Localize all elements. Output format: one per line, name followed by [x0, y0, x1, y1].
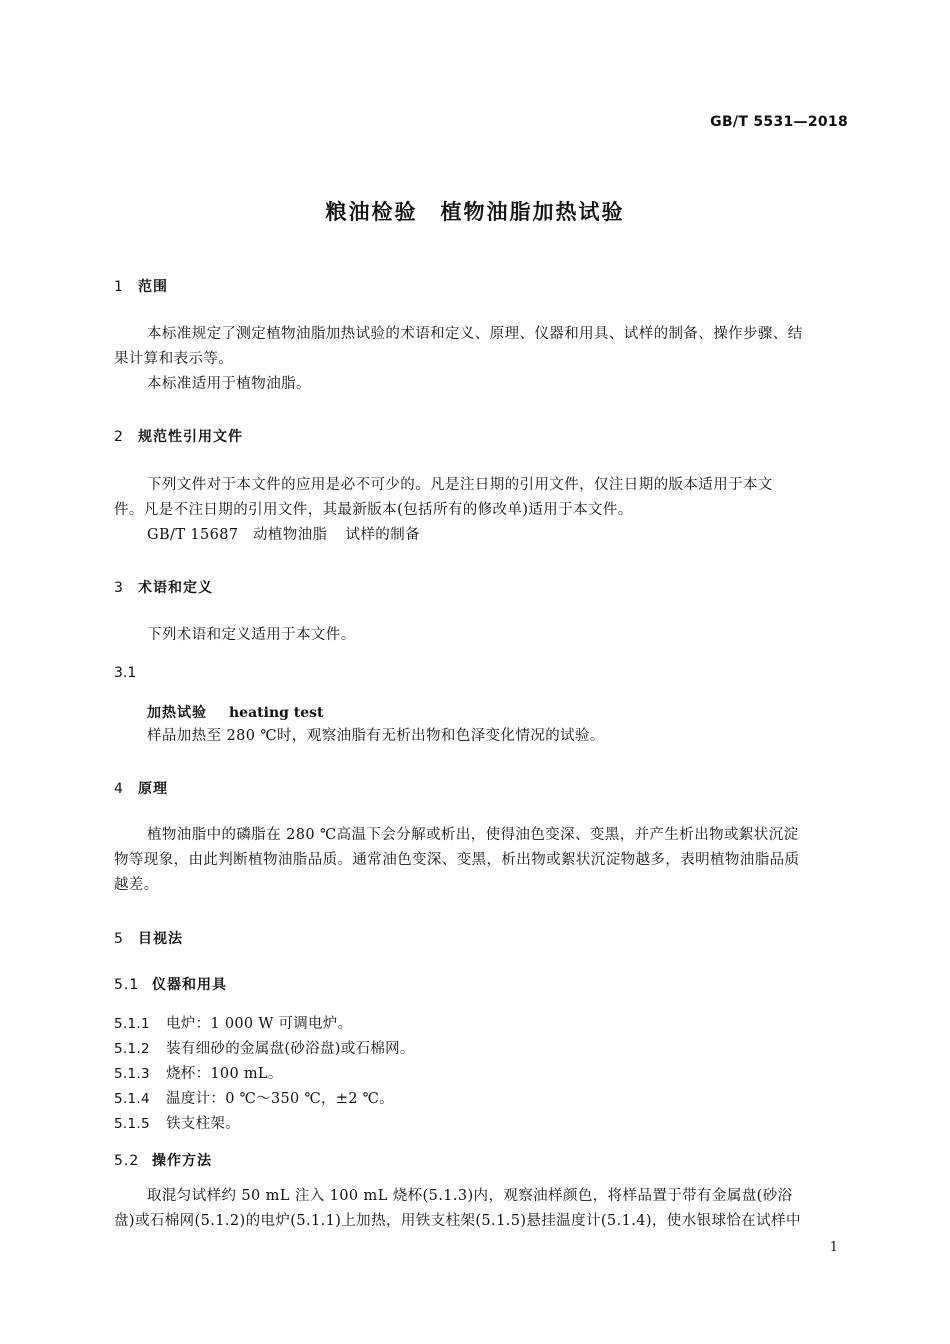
section-number: 3: [114, 580, 124, 596]
section-title: 目视法: [138, 931, 183, 947]
section-title: 术语和定义: [138, 580, 213, 596]
item-text: 烧杯：100 mL。: [166, 1066, 283, 1082]
page-number: 1: [829, 1240, 838, 1255]
term-entry: [147, 702, 324, 722]
paragraph-line: 植物油脂中的磷脂在 280 ℃高温下会分解或析出，使得油色变深、变黑，并产生析出物或絮状沉淀: [147, 827, 799, 843]
paragraph-line: 取混匀试样约 50 mL 注入 100 mL 烧杯(5.1.3)内，观察油样颜色，将样品置于带有金属盘(砂浴: [147, 1188, 793, 1204]
section-number: 4: [114, 781, 124, 797]
section-4-heading: [114, 778, 168, 798]
item-number: 5.1.4: [114, 1091, 150, 1107]
section-3-heading: [114, 577, 213, 597]
paragraph-line: 本标准适用于植物油脂。: [147, 376, 311, 392]
reference-title: 动植物油脂: [253, 527, 328, 543]
item-number: 5.1.3: [114, 1066, 150, 1082]
section-1-heading: [114, 276, 168, 296]
term-definition: 样品加热至 280 ℃时，观察油脂有无析出物和色泽变化情况的试验。: [147, 728, 605, 744]
paragraph-line: 物等现象，由此判断植物油脂品质。通常油色变深、变黑，析出物或絮状沉淀物越多，表明植物油脂品质: [114, 852, 800, 868]
normative-reference: [114, 523, 773, 548]
item-text: 电炉：1 000 W 可调电炉。: [166, 1016, 353, 1032]
subsection-title: 仪器和用具: [152, 977, 227, 993]
paragraph-line: 果计算和表示等。: [114, 351, 234, 367]
section-5-heading: [114, 928, 183, 948]
reference-code: GB/T 15687: [147, 527, 239, 543]
apparatus-item: [114, 1037, 415, 1058]
term-chinese: 加热试验: [147, 705, 207, 721]
section-2-paragraph: [114, 473, 773, 548]
paragraph-line: 盘)或石棉网(5.1.2)的电炉(5.1.1)上加热，用铁支柱架(5.1.5)悬挂温度计(5.1.4)，使水银球恰在试样中: [114, 1213, 801, 1229]
paragraph-line: 本标准规定了测定植物油脂加热试验的术语和定义、原理、仪器和用具、试样的制备、操作步骤、结: [147, 326, 803, 342]
item-text: 装有细砂的金属盘(砂浴盘)或石棉网。: [166, 1041, 415, 1057]
subsection-number: 5.2: [114, 1153, 140, 1169]
section-number: 2: [114, 429, 124, 445]
item-number: 5.1.2: [114, 1041, 150, 1057]
item-text: 温度计：0 ℃～350 ℃，±2 ℃。: [166, 1091, 394, 1107]
reference-title: 试样的制备: [345, 527, 420, 543]
item-number: 5.1.5: [114, 1116, 150, 1132]
subsection-number: 5.1: [114, 977, 140, 993]
section-5-2-paragraph: [114, 1184, 801, 1234]
section-title: 范围: [138, 279, 168, 295]
subsection-5-1-heading: [114, 974, 227, 994]
apparatus-item: [114, 1112, 240, 1133]
item-text: 铁支柱架。: [166, 1116, 240, 1132]
section-2-heading: [114, 426, 243, 446]
section-title: 原理: [138, 781, 168, 797]
section-4-paragraph: [114, 823, 799, 898]
section-title: 规范性引用文件: [138, 429, 243, 445]
term-english: heating test: [229, 705, 324, 721]
apparatus-item: [114, 1062, 283, 1083]
section-3-intro: 下列术语和定义适用于本文件。: [147, 627, 356, 643]
subsection-5-2-heading: [114, 1150, 212, 1170]
apparatus-item: [114, 1012, 352, 1033]
document-title: 粮油检验 植物油脂加热试验: [325, 200, 625, 224]
paragraph-line: 下列文件对于本文件的应用是必不可少的。凡是注日期的引用文件，仅注日期的版本适用于本文: [147, 477, 773, 493]
paragraph-line: 件。凡是不注日期的引用文件，其最新版本(包括所有的修改单)适用于本文件。: [114, 502, 633, 518]
section-number: 5: [114, 931, 124, 947]
subsection-title: 操作方法: [152, 1153, 212, 1169]
standard-code: GB/T 5531—2018: [710, 114, 848, 130]
item-number: 5.1.1: [114, 1016, 150, 1032]
paragraph-line: 越差。: [114, 877, 159, 893]
subsection-number: 3.1: [114, 665, 137, 681]
section-number: 1: [114, 279, 124, 295]
apparatus-item: [114, 1087, 394, 1108]
section-1-paragraph: [114, 322, 803, 397]
